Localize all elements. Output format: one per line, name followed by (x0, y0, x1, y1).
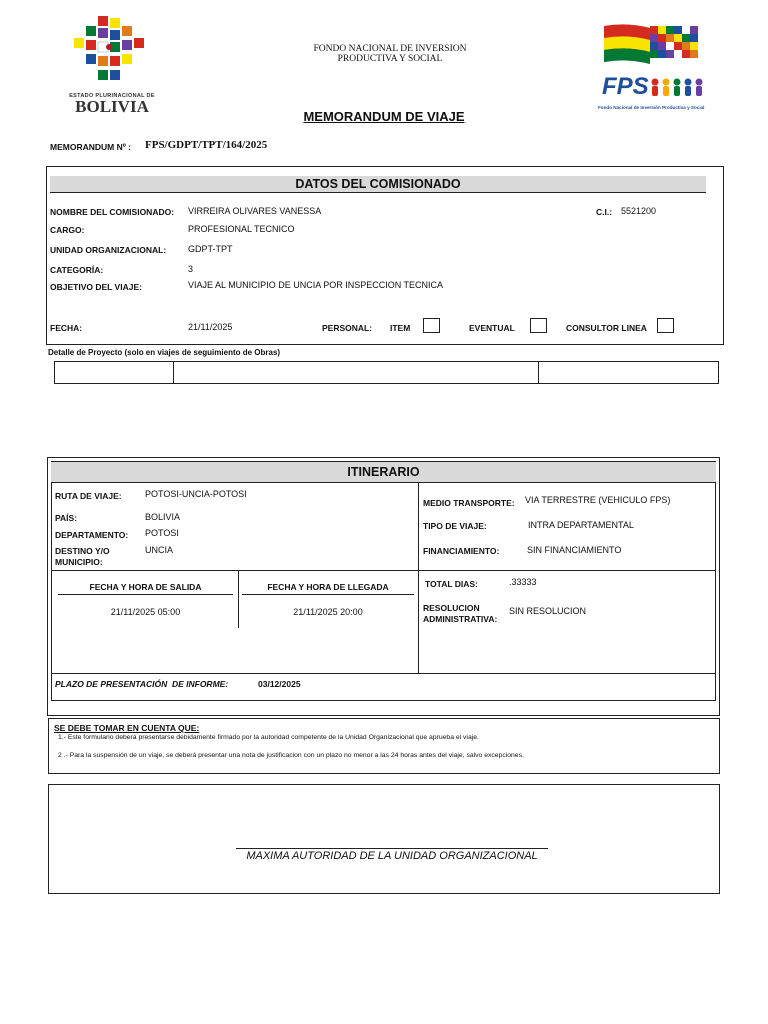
cargo-label: CARGO: (50, 225, 85, 235)
ruta-label: RUTA DE VIAJE: (55, 491, 122, 501)
proyecto-label: Detalle de Proyecto (solo en viajes de seguimiento de Obras) (48, 348, 281, 357)
proyecto-table (54, 361, 719, 384)
total-dias-label: TOTAL DIAS: (425, 579, 478, 589)
resolucion-value: SIN RESOLUCION (509, 606, 587, 616)
comisionado-title-bar (50, 176, 706, 193)
note-2: 2 .- Para la suspensión de un viaje, se deberá presentar una nota de justificacion con un plazo no menor a las 24 horas antes del viaje, salvo excepciones. (58, 752, 524, 759)
llegada-underline (242, 594, 414, 595)
memo-number: FPS/GDPT/TPT/164/2025 (145, 139, 268, 151)
categoria-label: CATEGORÍA: (50, 265, 104, 275)
departamento-label: DEPARTAMENTO: (55, 530, 129, 540)
bolivia-logo (64, 16, 160, 116)
people-figures-icon (650, 77, 706, 99)
fps-flags-icon (598, 22, 710, 70)
medio-value: VIA TERRESTRE (VEHICULO FPS) (525, 495, 671, 505)
tipo-value: INTRA DEPARTAMENTAL (528, 520, 634, 530)
org-name-line2: PRODUCTIVA Y SOCIAL (337, 54, 443, 64)
salida-underline (58, 594, 233, 595)
itinerario-title: ITINERARIO (347, 465, 420, 479)
item-checkbox[interactable] (423, 318, 440, 333)
itinerario-plazo-divider (51, 673, 716, 674)
pais-value: BOLIVIA (145, 512, 181, 522)
itinerario-row-divider (51, 570, 716, 571)
categoria-value: 3 (188, 264, 194, 274)
fps-logo-caption: Fondo Nacional de Inversión Productiva y Social (598, 105, 705, 110)
bolivia-logo-line1: ESTADO PLURINACIONAL DE (69, 93, 155, 99)
destino-label-line1: DESTINO Y/O (55, 546, 110, 556)
itinerario-title-bar (51, 462, 716, 483)
objetivo-value: VIAJE AL MUNICIPIO DE UNCIA POR INSPECCION TECNICA (188, 280, 444, 290)
pais-label: PAÍS: (55, 513, 78, 523)
medio-label: MEDIO TRANSPORTE: (423, 498, 515, 508)
plazo-value: 03/12/2025 (258, 679, 301, 689)
cargo-value: PROFESIONAL TECNICO (188, 224, 295, 234)
itinerario-vertical-divider (418, 483, 419, 673)
financiamiento-value: SIN FINANCIAMIENTO (527, 545, 622, 555)
ci-value: 5521200 (621, 206, 657, 216)
destino-value: UNCIA (145, 545, 174, 555)
proyecto-cell-divider-2 (538, 361, 539, 384)
departamento-value: POTOSI (145, 528, 179, 538)
destino-label-line2: MUNICIPIO: (55, 557, 103, 567)
unidad-label: UNIDAD ORGANIZACIONAL: (50, 245, 167, 255)
financiamiento-label: FINANCIAMIENTO: (423, 546, 500, 556)
nombre-value: VIRREIRA OLIVARES VANESSA (188, 206, 322, 216)
salida-value: 21/11/2025 05:00 (110, 607, 181, 617)
resolucion-label-line2: ADMINISTRATIVA: (423, 614, 498, 624)
llegada-value: 21/11/2025 20:00 (293, 607, 363, 617)
salida-llegada-divider (238, 571, 239, 628)
fecha-value: 21/11/2025 (188, 322, 233, 332)
bolivia-emblem-icon (64, 16, 160, 88)
firma-line (236, 848, 548, 849)
total-dias-value: .33333 (509, 577, 537, 587)
objetivo-label: OBJETIVO DEL VIAJE: (50, 282, 142, 292)
salida-label: FECHA Y HORA DE SALIDA (89, 582, 202, 592)
unidad-value: GDPT-TPT (188, 244, 233, 254)
plazo-label: PLAZO DE PRESENTACIÓN DE INFORME: (55, 679, 229, 689)
org-name-line1: FONDO NACIONAL DE INVERSION (313, 44, 467, 54)
eventual-label: EVENTUAL (469, 323, 515, 333)
item-label: ITEM (390, 323, 411, 333)
notas-title: SE DEBE TOMAR EN CUENTA QUE: (54, 723, 200, 733)
consultor-checkbox[interactable] (657, 318, 674, 333)
fps-logo-text: FPS (602, 73, 649, 100)
resolucion-label-line1: RESOLUCION (423, 603, 480, 613)
nombre-label: NOMBRE DEL COMISIONADO: (50, 207, 175, 217)
memo-label: MEMORANDUM Nº : (50, 142, 132, 152)
fps-logo (598, 22, 710, 112)
firma-label: MAXIMA AUTORIDAD DE LA UNIDAD ORGANIZACIONAL (246, 850, 538, 862)
document-title: MEMORANDUM DE VIAJE (303, 109, 465, 124)
note-1: 1.- Este formulario deberá presentarse debidamente firmado por la autoridad competente de la Unidad Organizacional que aprueba el viaje. (58, 734, 479, 741)
proyecto-cell-divider-1 (173, 361, 174, 384)
ci-label: C.I.: (596, 207, 613, 217)
consultor-label: CONSULTOR LINEA (566, 323, 647, 333)
personal-label: PERSONAL: (322, 323, 373, 333)
fecha-label: FECHA: (50, 323, 83, 333)
ruta-value: POTOSI-UNCIA-POTOSI (145, 489, 247, 499)
tipo-label: TIPO DE VIAJE: (423, 521, 487, 531)
firma-box (48, 784, 720, 894)
llegada-label: FECHA Y HORA DE LLEGADA (267, 582, 389, 592)
bolivia-logo-line2: BOLIVIA (75, 97, 149, 116)
comisionado-title: DATOS DEL COMISIONADO (295, 177, 461, 191)
eventual-checkbox[interactable] (530, 318, 547, 333)
